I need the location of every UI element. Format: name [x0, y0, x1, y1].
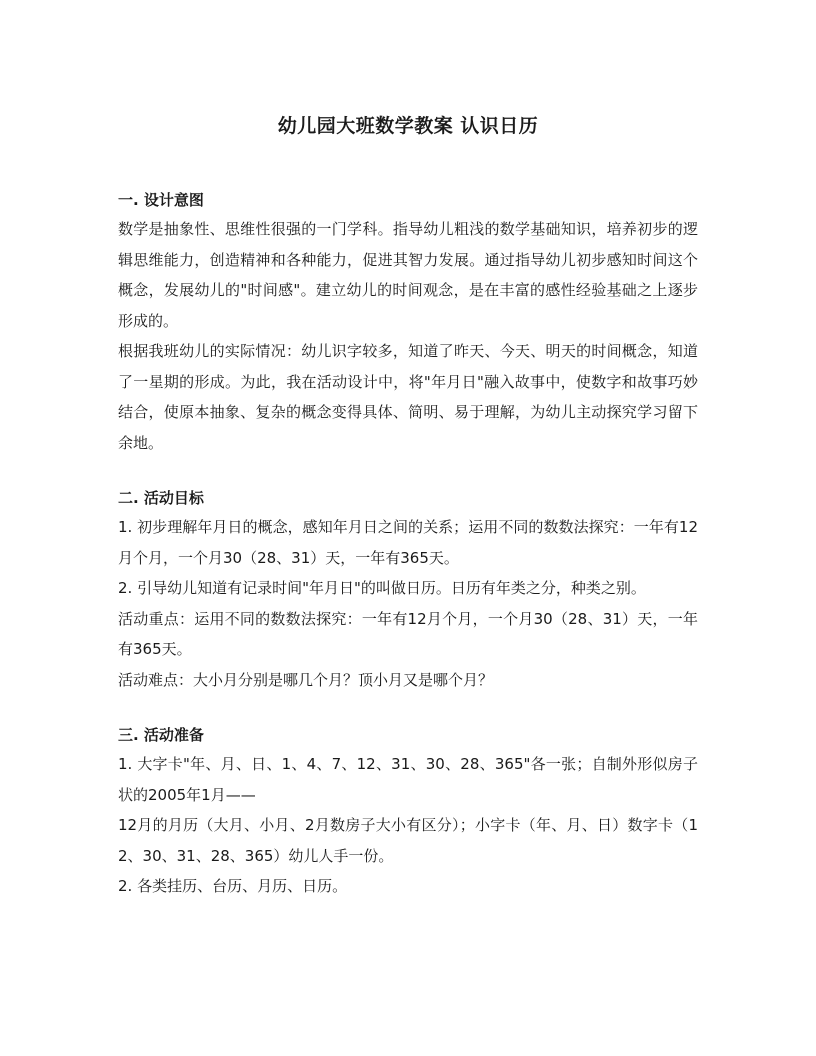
- section-activity-goals: [118, 484, 698, 695]
- section-spacer: [118, 695, 698, 721]
- paragraph: 1. 初步理解年月日的概念，感知年月日之间的关系；运用不同的数数法探究：一年有12月个月，一个月30（28、31）天，一年有365天。: [118, 518, 698, 567]
- section-activity-preparation: [118, 721, 698, 902]
- paragraph: 12月的月历（大月、小月、2月数房子大小有区分）；小字卡（年、月、日）数字卡（12、30、31、28、365）幼儿人手一份。: [118, 816, 698, 865]
- document-page: [118, 112, 698, 902]
- section-heading: 二. 活动目标: [118, 489, 204, 507]
- paragraph: 数学是抽象性、思维性很强的一门学科。指导幼儿粗浅的数学基础知识，培养初步的逻辑思维能力，创造精神和各种能力，促进其智力发展。通过指导幼儿初步感知时间这个概念，发展幼儿的"时间感"。建立幼儿的时间观念，是在丰富的感性经验基础之上逐步形成的。: [118, 220, 698, 330]
- section-heading: 一. 设计意图: [118, 191, 204, 209]
- paragraph: 活动重点：运用不同的数数法探究：一年有12月个月，一个月30（28、31）天，一年有365天。: [118, 609, 698, 658]
- paragraph: 1. 大字卡"年、月、日、1、4、7、12、31、30、28、365"各一张；自制外形似房子状的2005年1月——: [118, 755, 698, 804]
- section-heading: 三. 活动准备: [118, 726, 204, 744]
- paragraph: 活动难点：大小月分别是哪几个月？顶小月又是哪个月？: [118, 670, 494, 689]
- section-design-intent: [118, 186, 698, 458]
- paragraph: 2. 各类挂历、台历、月历、日历。: [118, 877, 348, 895]
- title-spacer: [118, 140, 698, 186]
- document-title: 幼儿园大班数学教案 认识日历: [277, 115, 539, 137]
- section-spacer: [118, 458, 698, 484]
- paragraph: 2. 引导幼儿知道有记录时间"年月日"的叫做日历。日历有年类之分，种类之别。: [118, 579, 646, 597]
- paragraph: 根据我班幼儿的实际情况：幼儿识字较多，知道了昨天、今天、明天的时间概念，知道了一星期的形成。为此，我在活动设计中，将"年月日"融入故事中，使数字和故事巧妙结合，使原本抽象、复杂的概念变得具体、简明、易于理解，为幼儿主动探究学习留下余地。: [118, 342, 698, 452]
